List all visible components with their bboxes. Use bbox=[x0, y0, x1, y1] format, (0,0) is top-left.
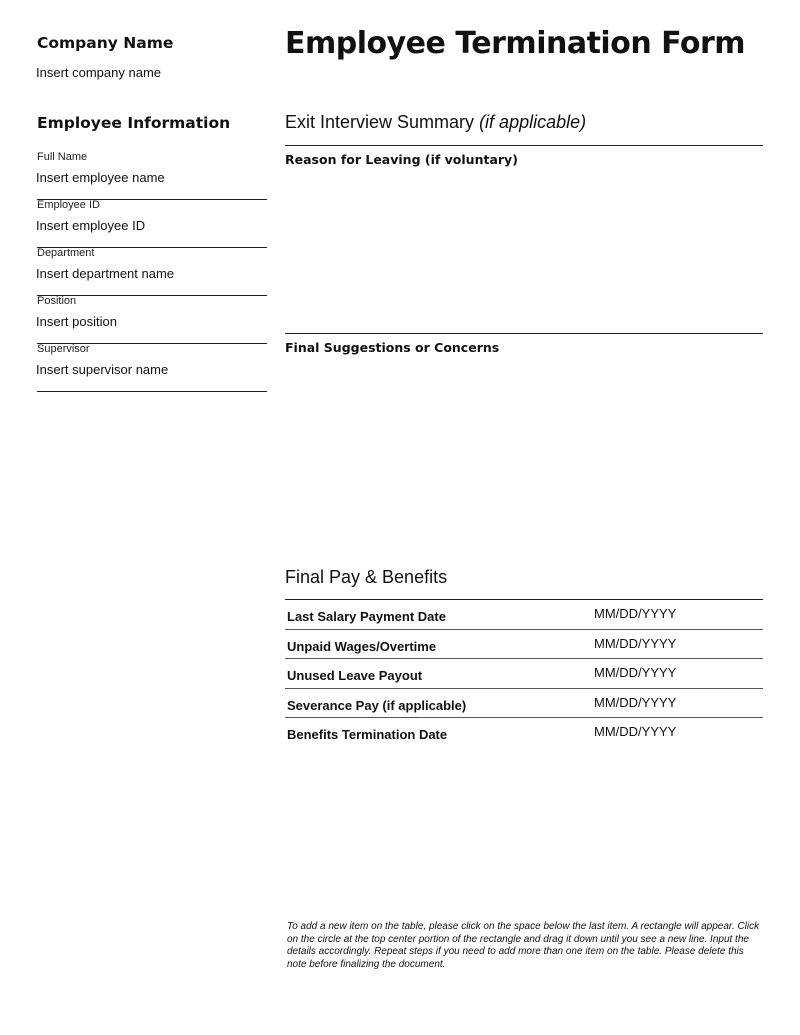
field-label: Full Name bbox=[37, 151, 88, 163]
employee-id-value[interactable]: Insert employee ID bbox=[36, 218, 146, 233]
exit-interview-heading bbox=[285, 112, 586, 133]
employee-information-heading: Employee Information bbox=[37, 114, 231, 132]
field-employee-id[interactable] bbox=[37, 199, 267, 248]
reason-for-leaving-input[interactable] bbox=[285, 168, 763, 328]
field-full-name[interactable] bbox=[37, 151, 267, 200]
field-label: Position bbox=[37, 295, 77, 307]
pay-row-label: Benefits Termination Date bbox=[287, 727, 448, 742]
pay-row-label: Last Salary Payment Date bbox=[287, 609, 446, 624]
full-name-value[interactable]: Insert employee name bbox=[36, 170, 165, 185]
field-label: Department bbox=[37, 247, 95, 259]
pay-row-label: Severance Pay (if applicable) bbox=[287, 697, 467, 713]
table-row[interactable] bbox=[285, 629, 763, 659]
position-value[interactable]: Insert position bbox=[36, 314, 117, 329]
supervisor-value[interactable]: Insert supervisor name bbox=[36, 362, 169, 377]
exit-interview-heading-text: Exit Interview Summary bbox=[285, 112, 475, 132]
pay-row-label: Unused Leave Payout bbox=[287, 668, 423, 683]
divider bbox=[285, 145, 763, 146]
pay-row-value[interactable]: MM/DD/YYYY bbox=[594, 694, 677, 710]
company-name-value[interactable]: Insert company name bbox=[36, 65, 162, 80]
company-name-heading: Company Name bbox=[37, 34, 174, 52]
table-row[interactable] bbox=[285, 688, 763, 718]
exit-interview-heading-suffix: (if applicable) bbox=[479, 112, 587, 132]
reason-for-leaving-label: Reason for Leaving (if voluntary) bbox=[285, 152, 518, 167]
table-row[interactable] bbox=[285, 717, 763, 747]
final-suggestions-input[interactable] bbox=[285, 358, 763, 548]
pay-row-label: Unpaid Wages/Overtime bbox=[287, 638, 437, 654]
page-title: Employee Termination Form bbox=[285, 26, 746, 61]
final-suggestions-label: Final Suggestions or Concerns bbox=[285, 340, 500, 355]
table-row[interactable] bbox=[285, 599, 763, 629]
divider bbox=[285, 333, 763, 334]
department-value[interactable]: Insert department name bbox=[36, 266, 175, 281]
field-label: Employee ID bbox=[37, 199, 100, 211]
pay-row-value[interactable]: MM/DD/YYYY bbox=[594, 606, 677, 621]
pay-row-value[interactable]: MM/DD/YYYY bbox=[594, 724, 677, 739]
field-label: Supervisor bbox=[37, 343, 90, 355]
instruction-note: To add a new item on the table, please click on the space below the last item. A rectangle will appear. Click on the circle at the top center portion of the rectangle and drag it down until you see a new line. Input the details accordingly. Repeat steps if you need to add more than one item on the table. Please delete this note before finalizing the document. bbox=[287, 921, 760, 970]
table-row[interactable] bbox=[285, 658, 763, 688]
field-supervisor[interactable] bbox=[37, 343, 267, 392]
final-pay-heading: Final Pay & Benefits bbox=[285, 567, 448, 587]
pay-row-value[interactable]: MM/DD/YYYY bbox=[594, 665, 677, 680]
field-department[interactable] bbox=[37, 247, 267, 296]
field-position[interactable] bbox=[37, 295, 267, 344]
final-pay-table bbox=[285, 599, 763, 747]
pay-row-value[interactable]: MM/DD/YYYY bbox=[594, 635, 677, 651]
